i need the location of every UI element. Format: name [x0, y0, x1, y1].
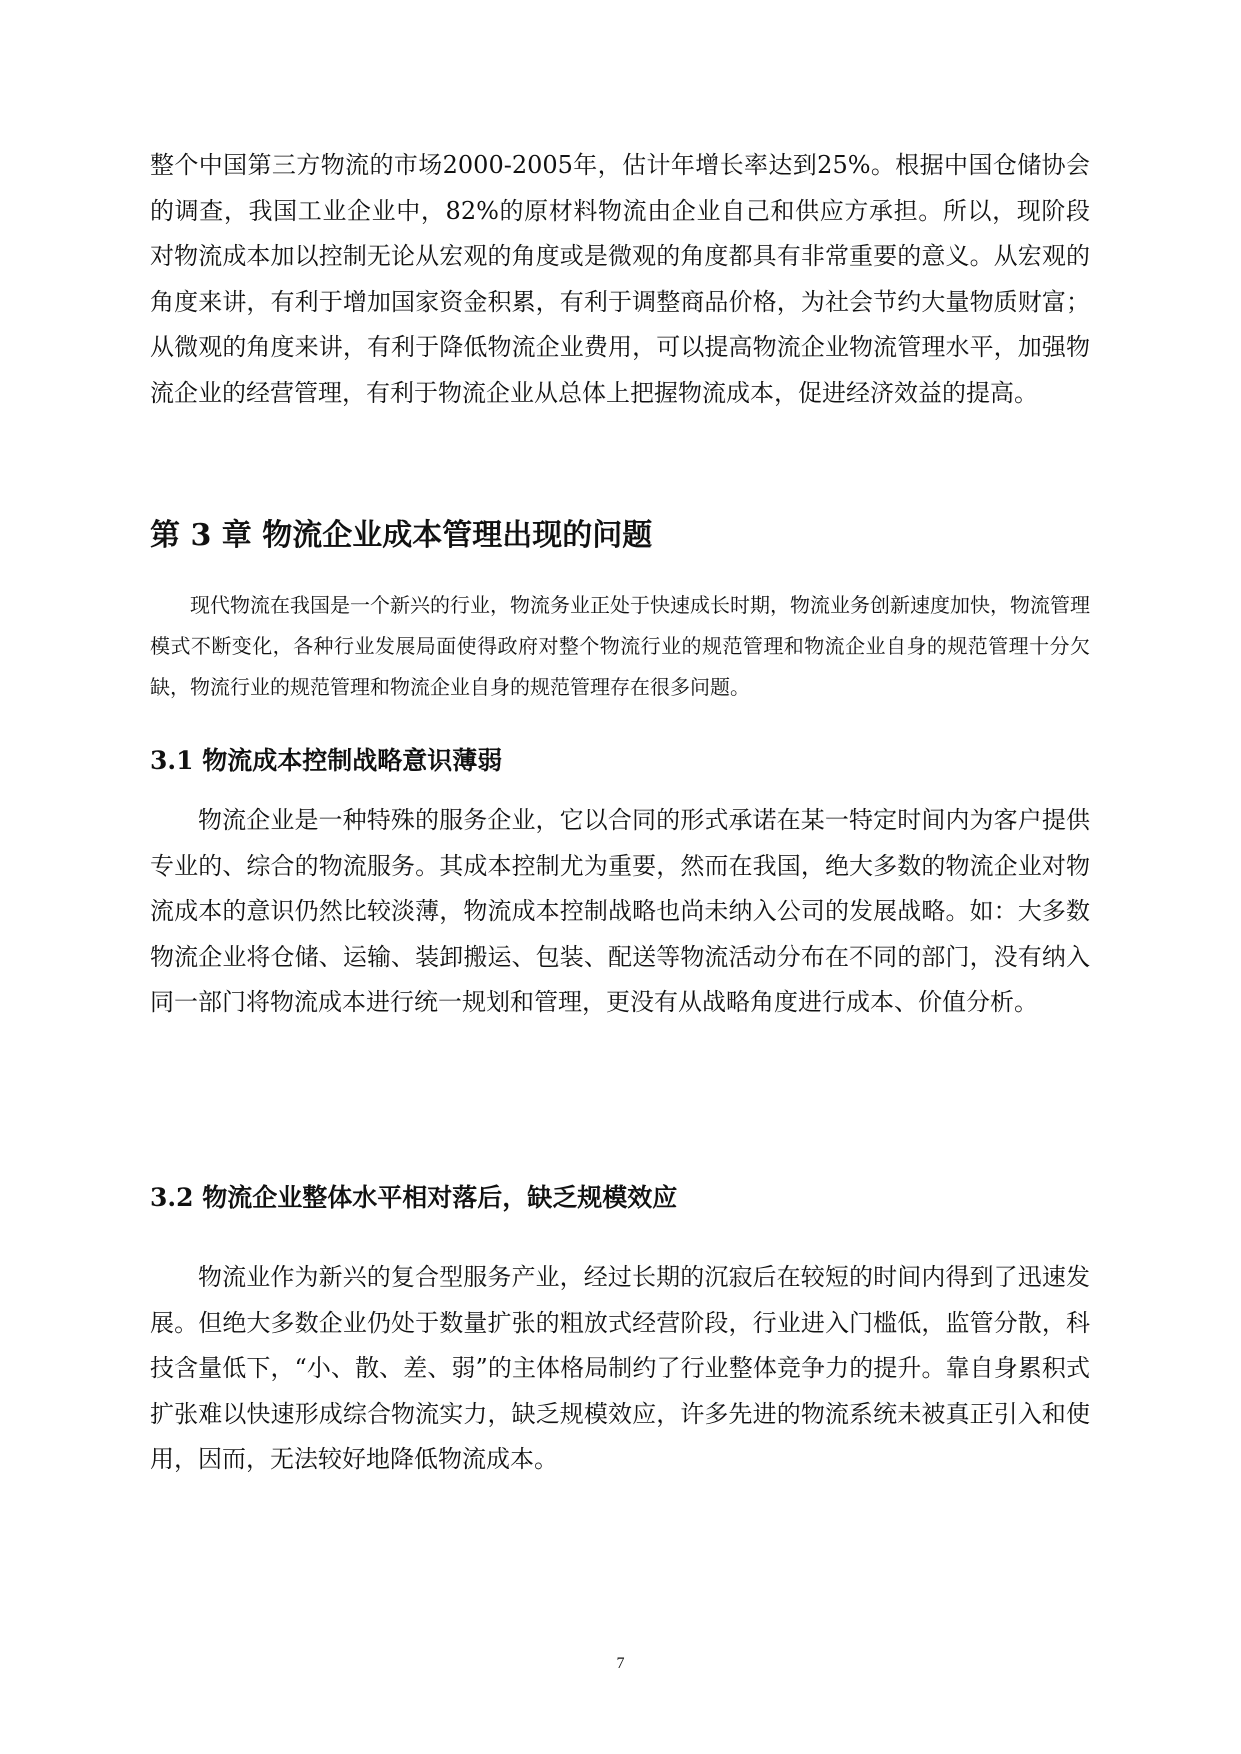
chapter-heading: 第 3 章 物流企业成本管理出现的问题	[150, 518, 653, 553]
section-heading-3-1: 3.1 物流成本控制战略意识薄弱	[150, 746, 503, 775]
page-number: 7	[616, 1655, 625, 1672]
section-3-2-paragraph: 物流业作为新兴的复合型服务产业，经过长期的沉寂后在较短的时间内得到了迅速发展。但绝大多数企业仍处于数量扩张的粗放式经营阶段，行业进入门槛低，监管分散，科技含量低下，“小、散、差、弱”的主体格局制约了行业整体竞争力的提升。靠自身累积式扩张难以快速形成综合物流实力，缺乏规模效应，许多先进的物流系统未被真正引入和使用，因而，无法较好地降低物流成本。	[150, 1263, 1090, 1473]
intro-paragraph: 整个中国第三方物流的市场2000-2005年，估计年增长率达到25%。根据中国仓储协会的调查，我国工业企业中，82%的原材料物流由企业自己和供应方承担。所以，现阶段对物流成本加以控制无论从宏观的角度或是微观的角度都具有非常重要的意义。从宏观的角度来讲，有利于增加国家资金积累，有利于调整商品价格，为社会节约大量物质财富；从微观的角度来讲，有利于降低物流企业费用，可以提高物流企业物流管理水平，加强物流企业的经营管理，有利于物流企业从总体上把握物流成本，促进经济效益的提高。	[150, 151, 1090, 407]
section-heading-3-2: 3.2 物流企业整体水平相对落后，缺乏规模效应	[150, 1183, 678, 1212]
section-3-1-paragraph: 物流企业是一种特殊的服务企业，它以合同的形式承诺在某一特定时间内为客户提供专业的、综合的物流服务。其成本控制尤为重要，然而在我国，绝大多数的物流企业对物流成本的意识仍然比较淡薄，物流成本控制战略也尚未纳入公司的发展战略。如：大多数物流企业将仓储、运输、装卸搬运、包装、配送等物流活动分布在不同的部门，没有纳入同一部门将物流成本进行统一规划和管理，更没有从战略角度进行成本、价值分析。	[150, 806, 1090, 1016]
chapter-intro-paragraph: 现代物流在我国是一个新兴的行业，物流务业正处于快速成长时期，物流业务创新速度加快，物流管理模式不断变化，各种行业发展局面使得政府对整个物流行业的规范管理和物流企业自身的规范管理十分欠缺，物流行业的规范管理和物流企业自身的规范管理存在很多问题。	[150, 593, 1090, 699]
